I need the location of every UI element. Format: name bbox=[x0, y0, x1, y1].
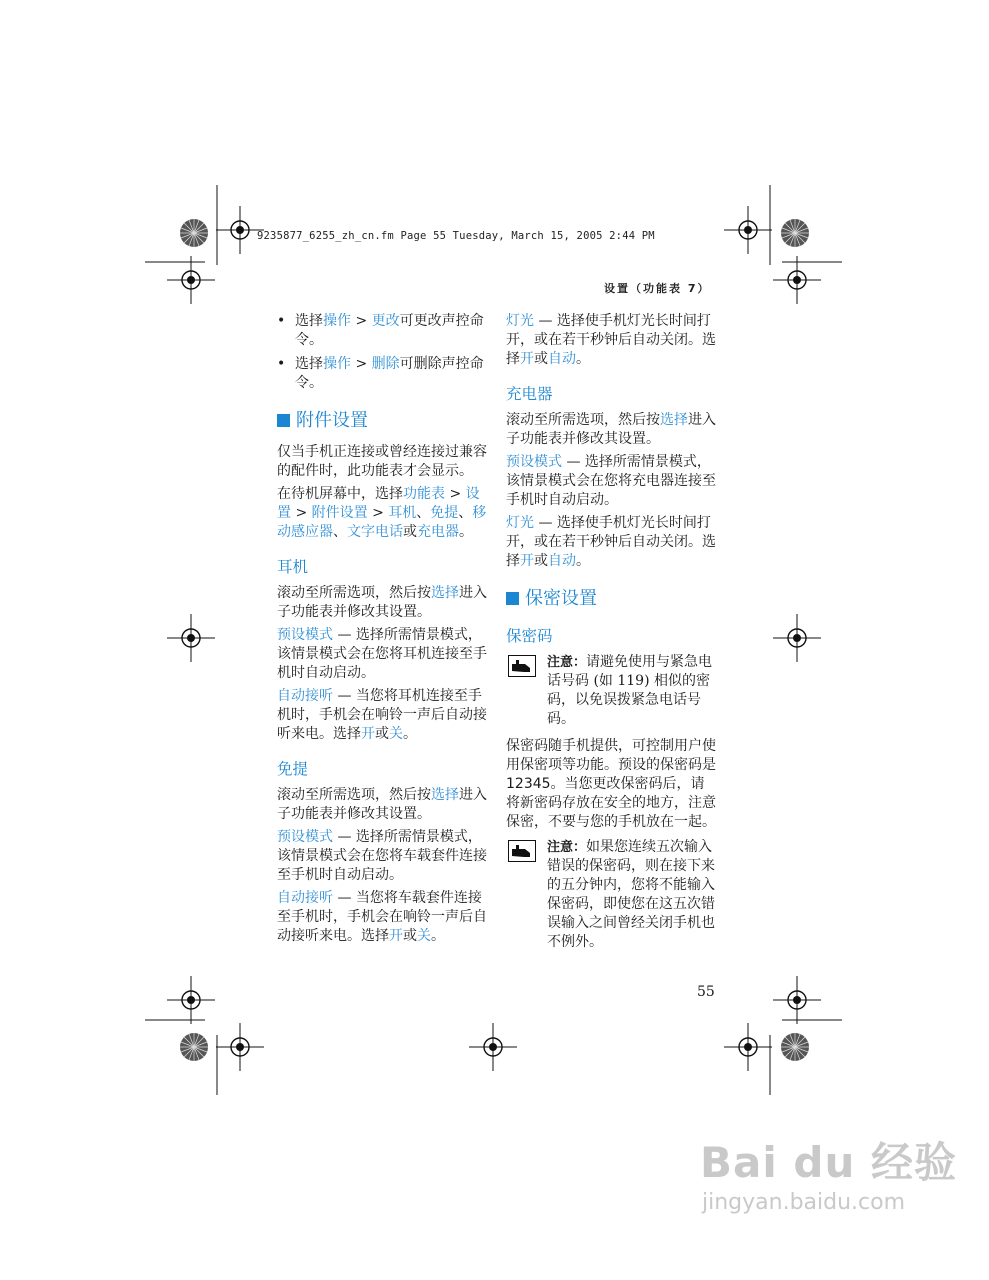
paragraph: 灯光 — 选择使手机灯光长时间打开，或在若干秒钟后自动关闭。选择开或自动。 bbox=[506, 313, 716, 367]
paragraph: 灯光 — 选择使手机灯光长时间打开，或在若干秒钟后自动关闭。选择开或自动。 bbox=[506, 515, 716, 569]
link-on[interactable]: 开 bbox=[361, 726, 375, 742]
link-handsfree[interactable]: 免提 bbox=[430, 505, 459, 521]
link-text-phone[interactable]: 文字电话 bbox=[347, 524, 403, 540]
link-default-profile[interactable]: 预设模式 bbox=[277, 627, 333, 643]
link-on[interactable]: 开 bbox=[389, 928, 403, 944]
default-code: 12345 bbox=[506, 776, 551, 792]
square-bullet-icon bbox=[506, 592, 519, 605]
page-number: 55 bbox=[697, 984, 715, 1000]
link-off[interactable]: 关 bbox=[389, 726, 403, 742]
link-delete[interactable]: 删除 bbox=[371, 356, 400, 372]
paragraph: 预设模式 — 选择所需情景模式，该情景模式会在您将充电器连接至手机时自动启动。 bbox=[506, 454, 716, 508]
note-label: 注意： bbox=[547, 655, 587, 670]
paragraph: 滚动至所需选项，然后按选择进入子功能表并修改其设置。 bbox=[506, 412, 716, 447]
link-auto[interactable]: 自动 bbox=[548, 553, 576, 569]
link-auto-answer[interactable]: 自动接听 bbox=[277, 688, 333, 704]
subheading-security-code: 保密码 bbox=[506, 627, 553, 645]
watermark-url: jingyan.baidu.com bbox=[702, 1190, 906, 1215]
link-charger[interactable]: 充电器 bbox=[417, 524, 459, 540]
left-column bbox=[277, 312, 489, 950]
bullet-item: • 选择操作 > 删除可删除声控命令。 bbox=[277, 355, 489, 393]
paragraph: 滚动至所需选项，然后按选择进入子功能表并修改其设置。 bbox=[277, 787, 487, 822]
link-select[interactable]: 选择 bbox=[660, 412, 688, 428]
link-menu[interactable]: 功能表 bbox=[403, 486, 445, 502]
note-block: 注意：如果您连续五次输入错误的保密码，则在接下来的五分钟内，您将不能输入保密码，即使您在这五次错误输入之间曾经关闭手机也不例外。 bbox=[506, 838, 718, 952]
paragraph: 保密码随手机提供，可控制用户使用保密项等功能。预设的保密码是 12345。当您更改保密码后，请将新密码存放在安全的地方，注意保密，不要与您的手机放在一起。 bbox=[506, 738, 716, 830]
paragraph: 预设模式 — 选择所需情景模式，该情景模式会在您将车载套件连接至手机时自动启动。 bbox=[277, 829, 487, 883]
section-heading-accessory: 附件设置 bbox=[277, 409, 489, 433]
link-operation[interactable]: 操作 bbox=[323, 313, 351, 329]
link-light[interactable]: 灯光 bbox=[506, 515, 534, 531]
file-info-header: 9235877_6255_zh_cn.fm Page 55 Tuesday, March 15, 2005 2:44 PM bbox=[257, 230, 655, 242]
section-heading-security: 保密设置 bbox=[506, 587, 718, 611]
link-on[interactable]: 开 bbox=[520, 553, 534, 569]
paragraph: 在待机屏幕中，选择功能表 > 设置 > 附件设置 > 耳机、免提、移动感应器、文字电话或充电器。 bbox=[277, 486, 487, 540]
note-block: 注意：请避免使用与紧急电话号码 (如 119) 相似的密码，以免误拨紧急电话号码。 bbox=[506, 653, 718, 729]
subheading-handsfree: 免提 bbox=[277, 760, 309, 778]
link-light[interactable]: 灯光 bbox=[506, 313, 534, 329]
subheading-charger: 充电器 bbox=[506, 385, 553, 403]
link-off[interactable]: 关 bbox=[417, 928, 431, 944]
link-on[interactable]: 开 bbox=[520, 351, 534, 367]
link-default-profile[interactable]: 预设模式 bbox=[506, 454, 562, 470]
right-column bbox=[506, 312, 718, 960]
running-head: 设置（功能表 7） bbox=[604, 282, 711, 295]
link-default-profile[interactable]: 预设模式 bbox=[277, 829, 333, 845]
paragraph: 仅当手机正连接或曾经连接过兼容的配件时，此功能表才会显示。 bbox=[277, 444, 487, 479]
note-hand-icon bbox=[508, 840, 536, 862]
link-headset[interactable]: 耳机 bbox=[388, 505, 417, 521]
link-settings[interactable]: 设置 bbox=[277, 486, 480, 521]
bullet-item: • 选择操作 > 更改可更改声控命令。 bbox=[277, 312, 489, 350]
link-auto[interactable]: 自动 bbox=[548, 351, 576, 367]
paragraph: 自动接听 — 当您将车载套件连接至手机时，手机会在响铃一声后自动接听来电。选择开或关。 bbox=[277, 890, 487, 944]
link-operation[interactable]: 操作 bbox=[323, 356, 351, 372]
paragraph: 滚动至所需选项，然后按选择进入子功能表并修改其设置。 bbox=[277, 585, 487, 620]
note-hand-icon bbox=[508, 655, 536, 677]
note-label: 注意： bbox=[547, 840, 587, 855]
square-bullet-icon bbox=[277, 414, 290, 427]
link-change[interactable]: 更改 bbox=[371, 313, 400, 329]
link-accessory-settings[interactable]: 附件设置 bbox=[311, 505, 368, 521]
paragraph: 预设模式 — 选择所需情景模式，该情景模式会在您将耳机连接至手机时自动启动。 bbox=[277, 627, 487, 681]
paragraph: 自动接听 — 当您将耳机连接至手机时，手机会在响铃一声后自动接听来电。选择开或关。 bbox=[277, 688, 487, 742]
subheading-headset: 耳机 bbox=[277, 558, 309, 576]
link-motion-sensor[interactable]: 移动感应器 bbox=[277, 505, 487, 540]
watermark bbox=[700, 1130, 957, 1215]
link-auto-answer[interactable]: 自动接听 bbox=[277, 890, 333, 906]
watermark-brand: Bai du 经验 bbox=[700, 1138, 957, 1187]
link-select[interactable]: 选择 bbox=[431, 585, 459, 601]
link-select[interactable]: 选择 bbox=[431, 787, 459, 803]
